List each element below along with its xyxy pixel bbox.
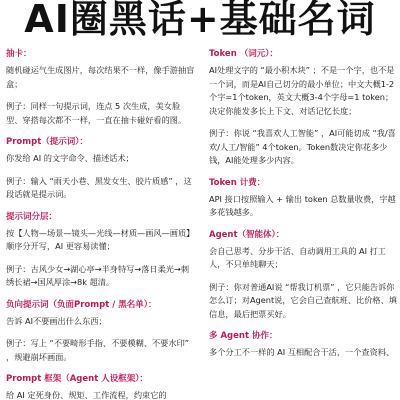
glossary-entry <box>6 299 196 329</box>
glossary-entry <box>6 373 196 400</box>
entry-term: 提示词分层： <box>6 211 58 222</box>
right-column <box>209 48 398 369</box>
entry-example: 例子：输入 “雨天小巷、黑发女生、胶片质感” ，这段话就是提示词。 <box>6 175 192 199</box>
entry-example: 例子：同样一句提示词，连点 5 次生成，美女脸型、穿搭每次都不一样，一直在抽卡碰好看的图。 <box>6 101 187 125</box>
entry-definition: 给 AI 定死身份、规矩、工作流程，约束它的 <box>6 390 167 400</box>
glossary-entry <box>209 48 398 118</box>
entry-definition: 按【人物—场景—镜头—光线—材质—画风—画质】顺序分开写，AI 更容易读懂； <box>6 227 195 251</box>
entry-example: 例子：写上 “不要畸形手指、不要模糊、不要水印” ，规避崩坏画面。 <box>6 338 190 362</box>
entry-term: 负向提示词（负面Prompt / 黑名单）： <box>6 299 157 310</box>
entry-example: 例子：你对普通AI说 “帮我订机票” ，它只能告诉你怎么订；对Agent说，它会自己查航班、比价格、填信息，最后把票买好。 <box>209 281 397 319</box>
entry-term: Token （词元）： <box>209 49 278 59</box>
entry-definition: 告诉 AI不要画出什么东西； <box>6 315 107 326</box>
glossary-entry <box>6 48 196 91</box>
glossary-entry <box>209 177 398 220</box>
entry-definition: 随机碰运气生成图片，每次结果不一样，像手游抽盲盒； <box>6 65 195 89</box>
entry-term: Agent（智能体）： <box>209 229 285 240</box>
entry-example: 例子：你说 “我喜欢人工智能” ，AI可能切成 “我/喜欢/人工/智能” 4个token。Token数决定你花多少钱，AI能处理多少内容。 <box>209 128 396 165</box>
glossary-entry <box>209 330 398 360</box>
entry-term: Prompt（提示词）： <box>6 137 89 147</box>
entry-definition: 会自己思考、分步干活、自动调用工具的 AI 打工人，不只单纯聊天； <box>209 245 386 269</box>
left-column <box>6 48 196 400</box>
glossary-entry <box>6 136 196 166</box>
entry-example: 例子：古风少女→湖心亭→半身特写→落日柔光→刺绣长裙→国风厚涂→8k 超清。 <box>6 263 190 287</box>
entry-term: Token 计费： <box>209 177 266 188</box>
glossary-example <box>6 175 196 202</box>
entry-definition: AI处理文字的 “最小积木块” ；不是一个字，也不是一个词，而是AI自己切分的最小单位；中文大概1-2个字=1个token，英文大概3-4个字母=1 token；决定你能发多长上下文、对话记忆长度； <box>209 65 395 116</box>
glossary-example <box>6 263 196 290</box>
entry-term: 抽卡： <box>6 49 32 59</box>
entry-definition: 多个分工不一样的 AI 互相配合干活，一个查资料、 <box>209 347 395 357</box>
entry-definition: 你发给 AI 的文字命令、描述话术； <box>6 153 134 163</box>
glossary-entry <box>209 229 398 272</box>
glossary-example <box>209 281 398 322</box>
glossary-example <box>209 127 398 168</box>
entry-term: 多 Agent 协作： <box>209 331 278 341</box>
glossary-example <box>6 100 196 127</box>
glossary-example <box>6 337 196 364</box>
glossary-entry <box>6 211 196 254</box>
page-title: AI圈黑话+基础名词 <box>24 0 376 41</box>
entry-definition: API 接口按照输入 + 输出 token 总数量收费，字越多花钱越多。 <box>209 193 396 217</box>
entry-term: Prompt 框架（Agent 人设框架）： <box>6 374 148 384</box>
